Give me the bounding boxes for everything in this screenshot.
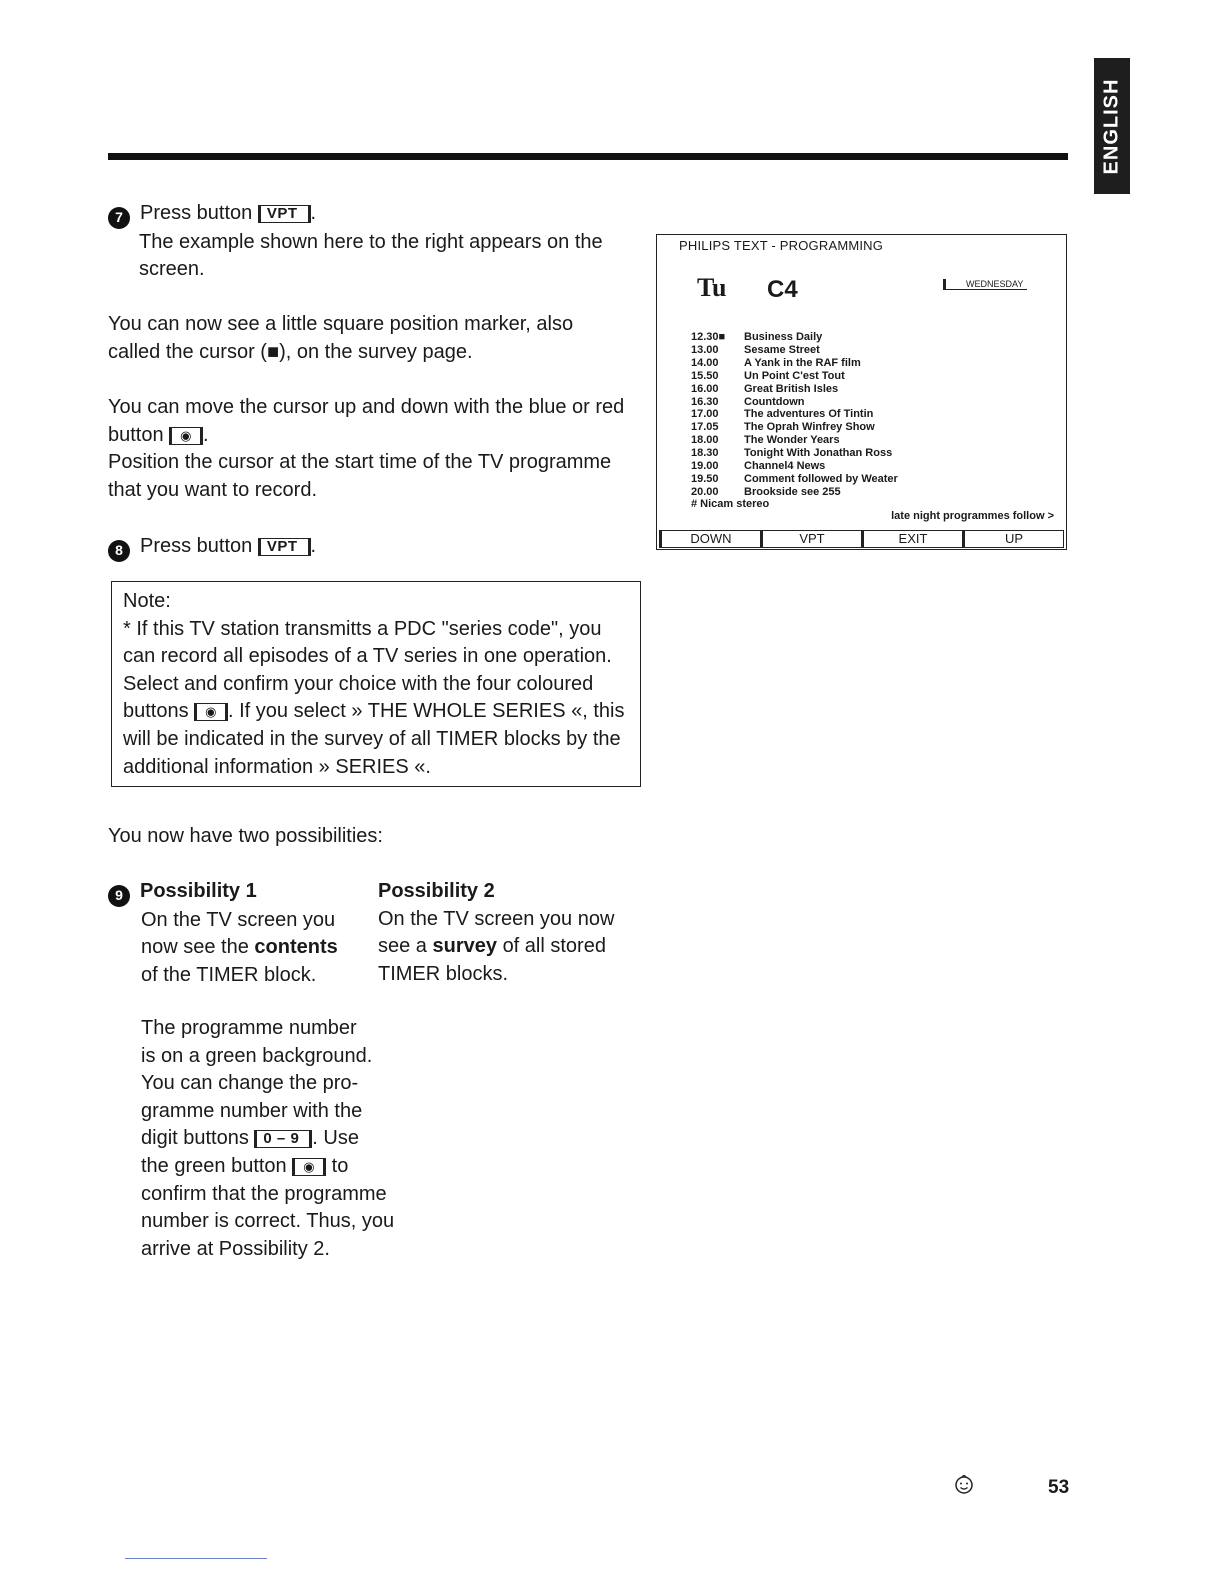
tv-down-button: DOWN [662, 531, 763, 547]
smiley-face-icon [953, 1473, 975, 1495]
digit-buttons-key: 0 – 9 [254, 1130, 312, 1148]
step-7-line-2: The example shown here to the right appears on the [139, 230, 603, 253]
move-cursor-paragraph: You can move the cursor up and down with the blue or red button ◉ . Position the cursor at the start time of the TV programme that you want to record. [108, 396, 625, 501]
footer-line [125, 1558, 267, 1559]
tv-up-button: UP [1004, 531, 1024, 546]
tv-screen-illustration [656, 234, 1067, 550]
note-title: Note: [123, 590, 171, 612]
list-item: 16.00 Great British Isles [691, 382, 839, 395]
step-9-possibility-1: 9 Possibility 1 On the TV screen you now see the contents of the TIMER block. [108, 878, 338, 990]
programme-list [691, 331, 898, 499]
list-item: 13.00 Sesame Street [691, 343, 820, 356]
language-tab-label: ENGLISH [1100, 78, 1123, 174]
tv-vpt-button: VPT [763, 531, 864, 547]
list-item: 20.00 Brookside see 255 [691, 485, 841, 498]
green-button-icon: ◉ [292, 1158, 326, 1176]
list-item: 12.30■ Business Daily [691, 331, 823, 343]
possibility-1-title: Possibility 1 [140, 880, 257, 902]
tv-button-bar [659, 530, 1064, 548]
programme-number-paragraph: The programme number is on a green background. You can change the pro- gramme number with the digit buttons 0 – 9 . Use the green button ◉ to confirm that the programme number is correct. Thus, you arrive at Possibility 2. [141, 1017, 395, 1260]
vpt-key: VPT [258, 205, 311, 223]
vpt-key: VPT [258, 538, 311, 556]
colour-button-icon: ◉ [169, 427, 203, 445]
possibility-2-title: Possibility 2 [378, 880, 495, 902]
tv-exit-button: EXIT [864, 531, 965, 547]
step-9-possibility-2: Possibility 2 On the TV screen you now see a survey of all stored TIMER blocks. [378, 880, 615, 985]
step-7: 7 Press button VPT . The example shown here to the right appears on the screen. [108, 200, 603, 284]
language-tab [1094, 58, 1130, 194]
list-item: 17.00 The adventures Of Tintin [691, 408, 874, 421]
step-7-number: 7 [108, 207, 130, 229]
list-item: 19.00 Channel4 News [691, 460, 826, 473]
list-item: 16.30 Countdown [691, 395, 805, 408]
step-8: 8 Press button VPT . [108, 533, 316, 562]
cursor-square-icon: ■ [266, 340, 280, 363]
late-night-note: late night programmes follow > [891, 510, 1054, 522]
tv-channel: C4 [767, 276, 798, 303]
top-rule [108, 153, 1068, 160]
tv-header: PHILIPS TEXT - PROGRAMMING [679, 238, 884, 253]
list-item: 18.30 Tonight With Jonathan Ross [691, 447, 893, 460]
tv-station-logo: Tu [697, 273, 727, 302]
tv-day: WEDNESDAY [943, 279, 1027, 290]
colour-button-icon: ◉ [194, 703, 228, 721]
list-item: 19.50 Comment followed by Weater [691, 472, 898, 485]
step-7-text: Press button [140, 202, 253, 224]
cursor-paragraph: You can now see a little square position marker, also called the cursor (■), on the survey page. [108, 313, 574, 363]
step-7-line-3: screen. [139, 258, 205, 281]
nicam-footnote: # Nicam stereo [691, 498, 770, 510]
step-8-number: 8 [108, 540, 130, 562]
list-item: 17.05 The Oprah Winfrey Show [691, 421, 875, 434]
step-9-number: 9 [108, 885, 130, 907]
list-item: 15.50 Un Point C'est Tout [691, 369, 845, 382]
list-item: 18.00 The Wonder Years [691, 434, 840, 447]
list-item: 14.00 A Yank in the RAF film [691, 356, 861, 369]
two-possibilities: You now have two possibilities: [108, 825, 383, 847]
note-box: Note: * If this TV station transmitts a PDC "series code", you can record all episodes of a TV series in one operation. Select and confirm your choice with the four coloured buttons ◉ . If you select » THE WHOLE SERIES «, this will be indicated in the survey of all TIMER blocks by the additional information » SERIES «. [111, 581, 641, 787]
page-number: 53 [1048, 1477, 1070, 1498]
